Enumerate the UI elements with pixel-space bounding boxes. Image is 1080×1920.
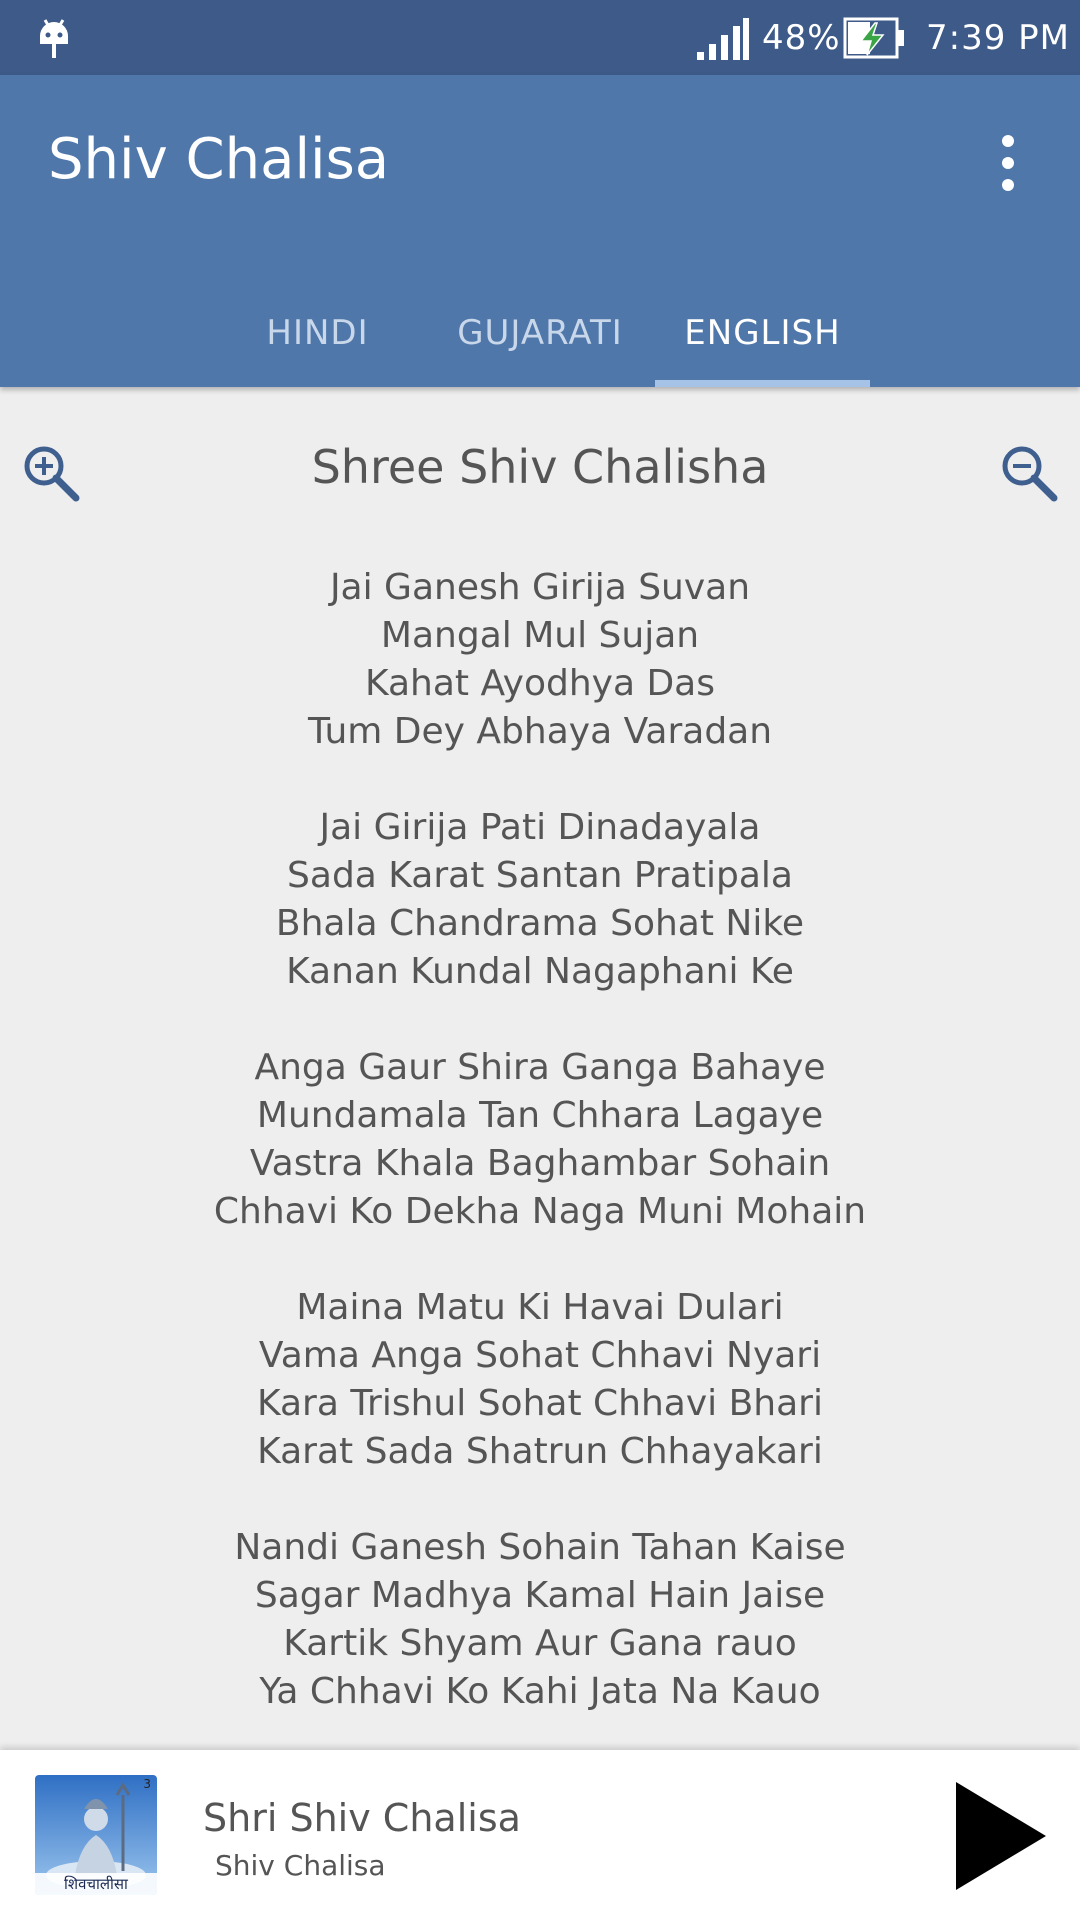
lyric-line: Tum Dey Abhaya Varadan [307,711,773,752]
lyric-line: Vama Anga Sohat Chhavi Nyari [258,1335,822,1376]
lyric-line: Sada Karat Santan Pratipala [287,855,793,896]
lyric-line: Bhala Chandrama Sohat Nike [275,903,805,944]
track-title: Shri Shiv Chalisa [203,1796,521,1840]
zoom-in-icon[interactable] [20,442,82,504]
lyric-line: Jai Ganesh Girija Suvan [329,567,751,608]
album-number: 3 [143,1777,151,1791]
status-clock: 7:39 PM [926,18,1070,58]
lyric-line: Sagar Madhya Kamal Hain Jaise [254,1575,826,1616]
lyric-line: Chhavi Ko Dekha Naga Muni Mohain [213,1191,867,1232]
lyric-line: Vastra Khala Baghambar Sohain [249,1143,831,1184]
tab-hindi[interactable]: HINDI [266,313,369,353]
lyrics-title: Shree Shiv Chalisha [311,440,769,494]
battery-percent: 48% [762,18,841,58]
tab-indicator [655,380,870,387]
stanza [60,564,1020,756]
lyric-line: Jai Girija Pati Dinadayala [319,807,761,848]
lyric-line: Maina Matu Ki Havai Dulari [296,1287,784,1328]
tab-gujarati[interactable]: GUJARATI [457,313,623,353]
lyrics-text [60,564,1020,1764]
lyric-line: Mangal Mul Sujan [380,615,700,656]
stanza [60,1524,1020,1716]
tab-english[interactable]: ENGLISH [684,313,841,353]
lyric-line: Kara Trishul Sohat Chhavi Bhari [257,1383,823,1424]
lyrics-content[interactable] [0,387,1080,1750]
lyric-line: Mundamala Tan Chhara Lagaye [256,1095,824,1136]
album-art[interactable] [35,1775,157,1895]
lyric-line: Nandi Ganesh Sohain Tahan Kaise [234,1527,846,1568]
player-bar[interactable] [0,1750,1080,1920]
android-notification-icon [36,14,72,62]
lyric-line: Ya Chhavi Ko Kahi Jata Na Kauo [259,1671,821,1712]
stanza [60,1044,1020,1236]
battery-charging-icon [843,17,905,59]
language-tabs [0,275,1080,387]
stanza [60,1284,1020,1476]
stanza [60,804,1020,996]
lyric-line: Karat Sada Shatrun Chhayakari [257,1431,823,1472]
status-bar [0,0,1080,75]
lyric-line: Kanan Kundal Nagaphani Ke [286,951,794,992]
more-vert-icon[interactable] [990,131,1026,195]
zoom-out-icon[interactable] [998,442,1060,504]
track-subtitle: Shiv Chalisa [215,1849,386,1882]
app-title: Shiv Chalisa [48,127,390,192]
album-caption: शिवचालीसा [35,1873,157,1895]
app-bar [0,75,1080,387]
signal-icon [695,18,749,62]
lyric-line: Anga Gaur Shira Ganga Bahaye [254,1047,826,1088]
play-icon[interactable] [950,1780,1050,1892]
lyric-line: Kahat Ayodhya Das [365,663,715,704]
lyric-line: Kartik Shyam Aur Gana rauo [283,1623,797,1664]
